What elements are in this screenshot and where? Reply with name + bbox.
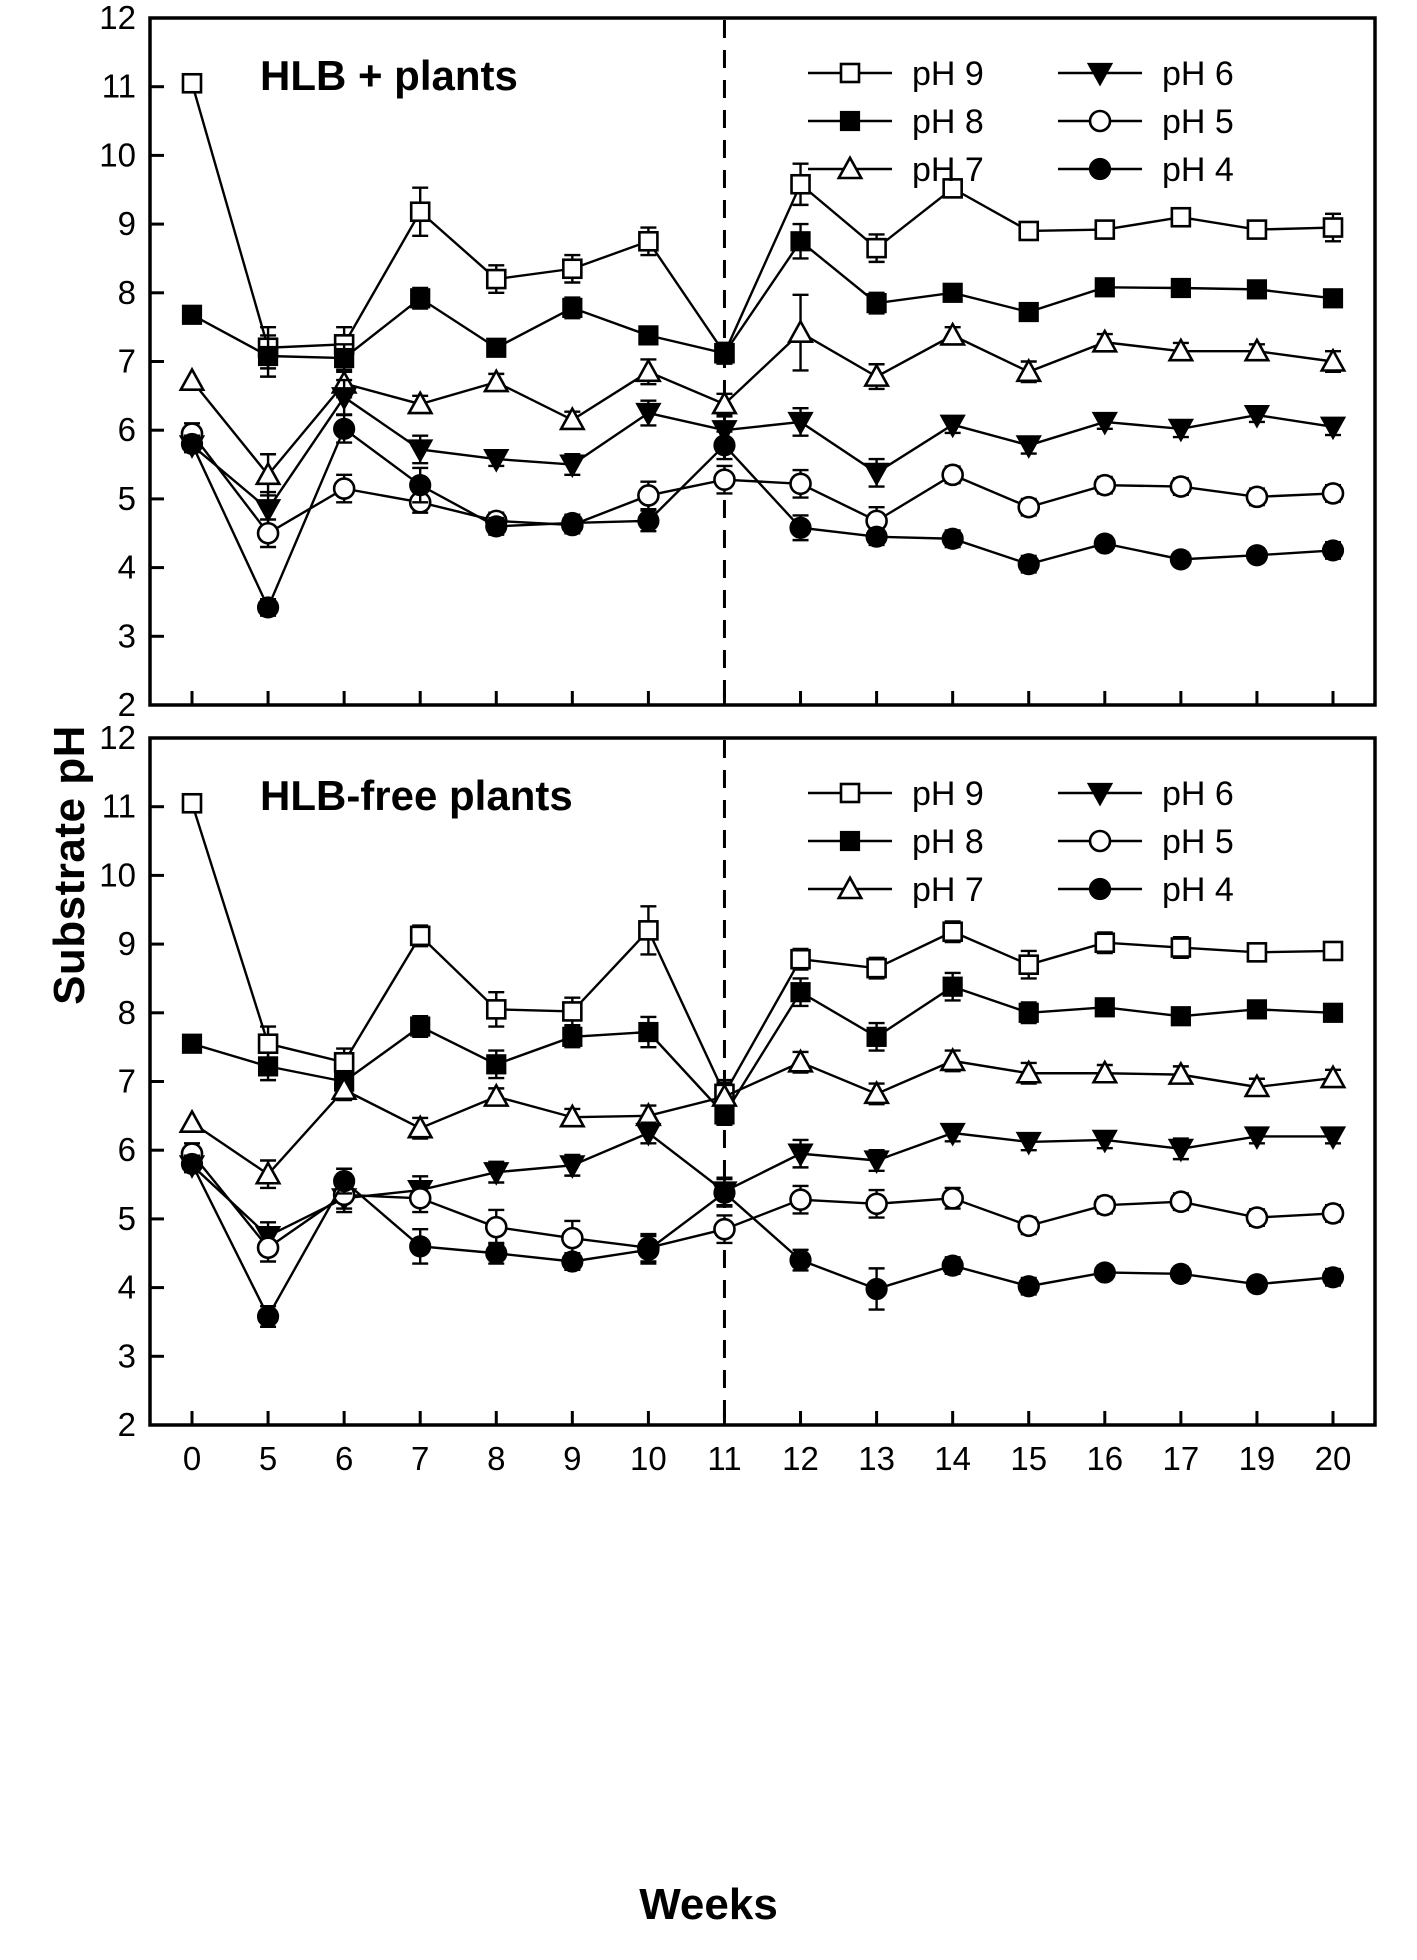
marker-legend-ph-4 <box>1090 159 1110 179</box>
legend-label: pH 9 <box>912 775 984 813</box>
x-tick-label: 8 <box>487 1440 506 1477</box>
y-axis-title: Substrate pH <box>45 725 94 1005</box>
y-tick-label: 11 <box>101 787 136 825</box>
marker-ph-5 <box>1095 1195 1115 1215</box>
x-axis-title: Weeks <box>639 1880 778 1929</box>
marker-ph-9 <box>487 1000 505 1018</box>
marker-ph-5 <box>714 1219 734 1239</box>
marker-ph-6 <box>865 1152 888 1172</box>
marker-ph-5 <box>943 1188 963 1208</box>
series-line <box>192 434 1333 534</box>
legend-label: pH 8 <box>912 103 984 141</box>
marker-legend-ph-8 <box>841 112 859 130</box>
x-tick-label: 5 <box>258 1440 278 1477</box>
marker-ph-4 <box>791 518 811 538</box>
marker-ph-9 <box>183 74 201 92</box>
marker-ph-5 <box>486 1217 506 1237</box>
y-tick-label: 12 <box>99 719 136 756</box>
marker-ph-4 <box>258 1306 278 1326</box>
marker-ph-4 <box>182 1154 202 1174</box>
y-tick-label: 5 <box>117 479 136 517</box>
marker-ph-9 <box>792 950 810 968</box>
marker-legend-ph-5 <box>1090 831 1110 851</box>
series-line <box>192 1154 1333 1248</box>
y-tick-label: 6 <box>117 411 136 449</box>
marker-legend-ph-8 <box>841 832 859 850</box>
marker-ph-4 <box>410 475 430 495</box>
panel-title: HLB + plants <box>260 52 518 99</box>
marker-ph-8 <box>792 232 810 250</box>
marker-ph-8 <box>1324 1004 1342 1022</box>
y-tick-label: 8 <box>117 993 136 1031</box>
marker-ph-5 <box>1247 1208 1267 1228</box>
x-tick-label: 12 <box>782 1440 819 1477</box>
marker-ph-4 <box>791 1250 811 1270</box>
marker-ph-8 <box>563 299 581 317</box>
marker-ph-8 <box>1020 303 1038 321</box>
marker-ph-8 <box>944 284 962 302</box>
marker-ph-8 <box>1248 280 1266 298</box>
marker-ph-6 <box>865 464 888 484</box>
legend-label: pH 4 <box>1162 151 1234 189</box>
marker-ph-5 <box>867 1194 887 1214</box>
marker-ph-9 <box>1248 943 1266 961</box>
legend-label: pH 7 <box>912 871 984 909</box>
marker-ph-9 <box>183 794 201 812</box>
marker-ph-9 <box>335 1053 353 1071</box>
marker-ph-8 <box>868 1028 886 1046</box>
marker-ph-4 <box>562 513 582 533</box>
marker-ph-8 <box>335 349 353 367</box>
x-tick-label: 11 <box>707 1440 742 1477</box>
marker-ph-4 <box>1247 545 1267 565</box>
marker-ph-5 <box>258 1238 278 1258</box>
marker-ph-4 <box>943 1256 963 1276</box>
marker-ph-7 <box>865 1083 888 1103</box>
marker-ph-9 <box>563 260 581 278</box>
marker-ph-4 <box>867 527 887 547</box>
marker-ph-9 <box>1096 221 1114 239</box>
marker-ph-4 <box>943 529 963 549</box>
marker-ph-4 <box>1019 554 1039 574</box>
panel-2 <box>99 719 1375 1477</box>
marker-ph-4 <box>562 1251 582 1271</box>
marker-ph-9 <box>259 1035 277 1053</box>
marker-ph-8 <box>563 1028 581 1046</box>
marker-ph-8 <box>1096 278 1114 296</box>
marker-ph-7 <box>181 369 204 389</box>
series-ph-6 <box>181 1123 1345 1250</box>
marker-ph-4 <box>1323 540 1343 560</box>
legend-label: pH 9 <box>912 55 984 93</box>
marker-ph-4 <box>1247 1274 1267 1294</box>
marker-ph-9 <box>1324 219 1342 237</box>
marker-ph-5 <box>1323 483 1343 503</box>
marker-ph-4 <box>638 511 658 531</box>
marker-legend-ph-4 <box>1090 879 1110 899</box>
marker-ph-8 <box>1096 998 1114 1016</box>
series-ph-5 <box>182 1143 1343 1261</box>
marker-ph-4 <box>867 1279 887 1299</box>
marker-ph-4 <box>486 516 506 536</box>
marker-ph-4 <box>1019 1276 1039 1296</box>
series-ph-6 <box>181 380 1345 526</box>
legend-label: pH 4 <box>1162 871 1234 909</box>
marker-ph-8 <box>715 344 733 362</box>
legend-label: pH 6 <box>1162 55 1234 93</box>
marker-ph-4 <box>1095 534 1115 554</box>
marker-ph-8 <box>792 983 810 1001</box>
y-tick-label: 4 <box>117 1268 136 1306</box>
y-tick-label: 9 <box>117 205 136 243</box>
marker-ph-8 <box>183 1035 201 1053</box>
marker-ph-7 <box>789 321 812 341</box>
marker-ph-7 <box>865 365 888 385</box>
y-tick-label: 3 <box>117 617 136 655</box>
y-tick-label: 8 <box>117 273 136 311</box>
marker-ph-9 <box>563 1002 581 1020</box>
legend-label: pH 6 <box>1162 775 1234 813</box>
x-tick-label: 15 <box>1010 1440 1048 1477</box>
legend-label: pH 5 <box>1162 823 1234 861</box>
marker-ph-6 <box>637 1124 660 1144</box>
y-tick-label: 12 <box>99 0 136 36</box>
marker-ph-7 <box>789 1051 812 1071</box>
marker-legend-ph-9 <box>841 64 859 82</box>
y-tick-label: 11 <box>101 67 136 105</box>
x-tick-label: 9 <box>563 1440 582 1477</box>
marker-ph-8 <box>639 326 657 344</box>
marker-ph-6 <box>561 456 584 476</box>
marker-ph-5 <box>1323 1203 1343 1223</box>
series-line <box>192 987 1333 1115</box>
marker-ph-4 <box>334 1171 354 1191</box>
marker-ph-5 <box>410 1188 430 1208</box>
marker-ph-9 <box>1020 956 1038 974</box>
series-ph-7 <box>181 1050 1345 1188</box>
marker-ph-5 <box>791 1190 811 1210</box>
marker-ph-8 <box>411 1018 429 1036</box>
x-tick-label: 13 <box>858 1440 895 1477</box>
marker-ph-5 <box>1247 487 1267 507</box>
marker-ph-4 <box>1171 1264 1191 1284</box>
y-tick-label: 4 <box>117 548 136 586</box>
legend-label: pH 5 <box>1162 103 1234 141</box>
marker-ph-9 <box>868 239 886 257</box>
panel-title: HLB-free plants <box>260 772 573 819</box>
marker-ph-8 <box>259 1057 277 1075</box>
marker-ph-4 <box>410 1236 430 1256</box>
marker-ph-9 <box>1324 942 1342 960</box>
marker-ph-9 <box>792 175 810 193</box>
marker-ph-4 <box>1095 1262 1115 1282</box>
marker-ph-6 <box>1170 1140 1193 1160</box>
marker-ph-5 <box>943 465 963 485</box>
marker-ph-8 <box>1324 289 1342 307</box>
marker-ph-7 <box>941 1050 964 1070</box>
marker-ph-4 <box>334 419 354 439</box>
marker-ph-8 <box>1172 1007 1190 1025</box>
marker-ph-5 <box>1095 475 1115 495</box>
marker-ph-9 <box>944 923 962 941</box>
marker-ph-7 <box>409 1117 432 1137</box>
marker-ph-4 <box>1323 1267 1343 1287</box>
marker-ph-5 <box>1171 1192 1191 1212</box>
marker-ph-9 <box>868 959 886 977</box>
y-tick-label: 2 <box>117 1406 136 1443</box>
marker-ph-7 <box>637 361 660 381</box>
marker-ph-5 <box>1171 477 1191 497</box>
marker-ph-9 <box>411 927 429 945</box>
marker-ph-9 <box>639 232 657 250</box>
series-ph-8 <box>183 973 1342 1125</box>
marker-ph-5 <box>791 474 811 494</box>
marker-ph-4 <box>1171 549 1191 569</box>
marker-ph-8 <box>639 1023 657 1041</box>
marker-ph-5 <box>638 485 658 505</box>
marker-ph-5 <box>1019 497 1039 517</box>
y-tick-label: 7 <box>117 1062 136 1100</box>
legend <box>808 775 1234 909</box>
marker-ph-7 <box>1017 361 1039 381</box>
y-tick-label: 5 <box>117 1199 136 1237</box>
marker-ph-9 <box>1096 934 1114 952</box>
marker-ph-7 <box>181 1111 204 1131</box>
legend <box>808 55 1234 189</box>
marker-ph-8 <box>183 306 201 324</box>
marker-ph-5 <box>1019 1216 1039 1236</box>
legend-label: pH 8 <box>912 823 984 861</box>
marker-legend-ph-5 <box>1090 111 1110 131</box>
x-tick-label: 7 <box>411 1440 430 1477</box>
y-tick-label: 10 <box>99 136 136 174</box>
panel-1 <box>99 0 1375 723</box>
legend-label: pH 7 <box>912 151 984 189</box>
x-tick-label: 20 <box>1314 1440 1352 1477</box>
marker-ph-9 <box>411 203 429 221</box>
series-ph-4 <box>182 415 1343 617</box>
marker-ph-5 <box>258 523 278 543</box>
marker-legend-ph-9 <box>841 784 859 802</box>
marker-ph-4 <box>486 1243 506 1263</box>
marker-ph-6 <box>257 500 280 520</box>
marker-ph-4 <box>714 1183 734 1203</box>
marker-ph-9 <box>1172 939 1190 957</box>
series-ph-8 <box>183 224 1342 377</box>
series-line <box>192 1133 1333 1236</box>
marker-ph-9 <box>1020 222 1038 240</box>
y-tick-label: 9 <box>117 925 136 963</box>
marker-ph-8 <box>868 294 886 312</box>
marker-ph-8 <box>411 289 429 307</box>
marker-ph-8 <box>1020 1004 1038 1022</box>
x-tick-label: 16 <box>1086 1440 1124 1477</box>
marker-ph-4 <box>714 435 734 455</box>
x-tick-label: 6 <box>334 1440 354 1477</box>
y-tick-label: 10 <box>99 856 136 894</box>
series-line <box>192 1061 1333 1174</box>
series-line <box>192 429 1333 608</box>
marker-ph-9 <box>487 270 505 288</box>
marker-ph-4 <box>182 434 202 454</box>
y-tick-label: 3 <box>117 1337 136 1375</box>
marker-ph-8 <box>944 978 962 996</box>
marker-ph-9 <box>1172 208 1190 226</box>
x-tick-label: 10 <box>630 1440 667 1477</box>
marker-ph-8 <box>487 339 505 357</box>
marker-ph-5 <box>562 1228 582 1248</box>
marker-ph-4 <box>638 1240 658 1260</box>
marker-ph-5 <box>714 470 734 490</box>
y-tick-label: 2 <box>117 686 136 723</box>
marker-ph-8 <box>1172 279 1190 297</box>
marker-ph-9 <box>639 921 657 939</box>
series-line <box>192 1164 1333 1317</box>
marker-ph-8 <box>487 1055 505 1073</box>
x-tick-label: 0 <box>182 1440 202 1477</box>
marker-ph-4 <box>258 597 278 617</box>
x-tick-label: 19 <box>1238 1440 1276 1477</box>
marker-ph-8 <box>1248 1000 1266 1018</box>
series-line <box>192 333 1333 475</box>
x-tick-label: 17 <box>1162 1440 1200 1477</box>
series-line <box>192 241 1333 358</box>
series-ph-4 <box>182 1154 1343 1327</box>
x-tick-label: 14 <box>934 1440 972 1477</box>
marker-ph-5 <box>334 479 354 499</box>
marker-ph-9 <box>1248 221 1266 239</box>
marker-ph-8 <box>259 347 277 365</box>
y-tick-label: 6 <box>117 1131 136 1169</box>
y-tick-label: 7 <box>117 342 136 380</box>
